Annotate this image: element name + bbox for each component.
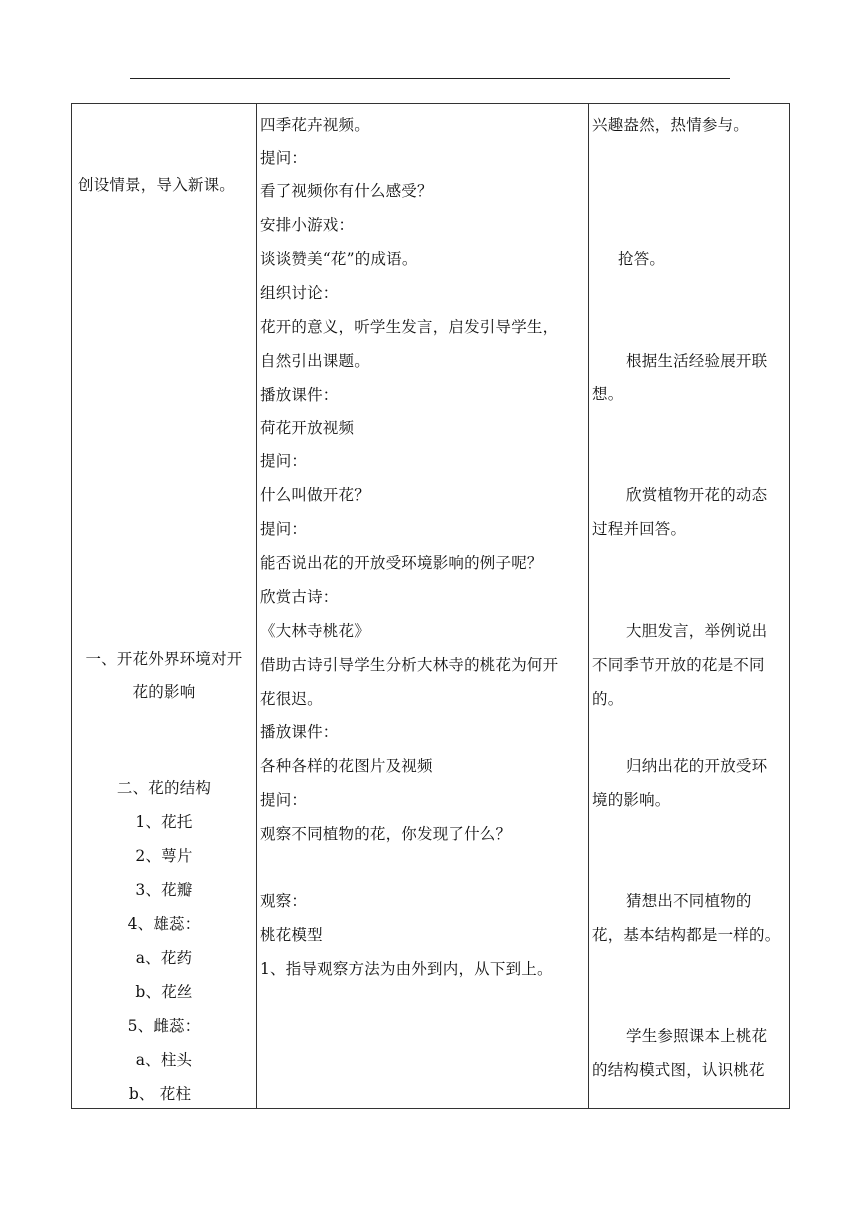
student-activity-line: 花，基本结构都是一样的。: [592, 926, 781, 944]
teacher-activity-line: 提问：: [260, 149, 308, 167]
student-activity-line: 想。: [592, 385, 624, 403]
student-activity-line: 根据生活经验展开联: [626, 352, 768, 370]
structure-item: a、柱头: [135, 1051, 193, 1069]
header-rule: [130, 78, 730, 79]
structure-item: 5、雌蕊：: [127, 1017, 201, 1035]
column-divider: [256, 104, 257, 1108]
teacher-activity-line: 提问：: [260, 520, 308, 538]
student-activity-line: 兴趣盎然，热情参与。: [592, 116, 750, 134]
section1-title-line1: 一、开花外界环境对开: [85, 650, 243, 668]
teacher-activity-line: 组织讨论：: [260, 284, 339, 302]
teacher-activity-line: 提问：: [260, 452, 308, 470]
teacher-activity-line: 花很迟。: [260, 690, 323, 708]
teacher-activity-line: 看了视频你有什么感受？: [260, 182, 433, 200]
student-activity-line: 境的影响。: [592, 791, 671, 809]
teacher-activity-line: 安排小游戏：: [260, 216, 355, 234]
student-activity-line: 猜想出不同植物的: [626, 892, 752, 910]
teacher-activity-line: 荷花开放视频: [260, 419, 355, 437]
student-activity-line: 欣赏植物开花的动态: [626, 486, 768, 504]
structure-item: b、 花柱: [128, 1085, 192, 1103]
student-activity-line: 不同季节开放的花是不同: [592, 656, 765, 674]
teacher-activity-line: 谈谈赞美“花”的成语。: [260, 250, 418, 268]
lesson-plan-table: [71, 103, 790, 1109]
teacher-activity-line: 观察不同植物的花，你发现了什么？: [260, 825, 512, 843]
structure-item: 4、雄蕊：: [127, 915, 201, 933]
structure-item: 3、花瓣: [135, 881, 193, 899]
column-divider: [588, 104, 589, 1108]
section1-title-line2: 花的影响: [132, 683, 196, 701]
structure-item: 1、花托: [135, 813, 193, 831]
teacher-activity-line: 播放课件：: [260, 386, 339, 404]
student-activity-line: 过程并回答。: [592, 520, 687, 538]
student-activity-line: 的。: [592, 690, 624, 708]
teacher-activity-line: 什么叫做开花？: [260, 486, 370, 504]
student-activity-line: 的结构模式图，认识桃花: [592, 1061, 765, 1079]
student-activity-line: 学生参照课本上桃花: [626, 1027, 768, 1045]
intro-label: 创设情景，导入新课。: [78, 176, 236, 194]
structure-item: b、花丝: [135, 983, 193, 1001]
teacher-activity-line: 观察：: [260, 892, 308, 910]
student-activity-line: 归纳出花的开放受环: [626, 757, 768, 775]
student-activity-line: 大胆发言，举例说出: [626, 622, 768, 640]
section2-title: 二、花的结构: [116, 779, 212, 797]
teacher-activity-line: 提问：: [260, 791, 308, 809]
teacher-activity-line: 四季花卉视频。: [260, 116, 370, 134]
structure-item: a、花药: [135, 949, 193, 967]
teacher-activity-line: 各种各样的花图片及视频: [260, 757, 433, 775]
teacher-activity-line: 桃花模型: [260, 926, 323, 944]
teacher-activity-line: 1、指导观察方法为由外到内，从下到上。: [260, 960, 553, 978]
teacher-activity-line: 欣赏古诗：: [260, 588, 339, 606]
teacher-activity-line: 自然引出课题。: [260, 352, 370, 370]
teacher-activity-line: 《大林寺桃花》: [260, 622, 370, 640]
teacher-activity-line: 能否说出花的开放受环境影响的例子呢？: [260, 554, 543, 572]
teacher-activity-line: 借助古诗引导学生分析大林寺的桃花为何开: [260, 656, 559, 674]
teacher-activity-line: 播放课件：: [260, 723, 339, 741]
structure-item: 2、萼片: [135, 847, 193, 865]
teacher-activity-line: 花开的意义，听学生发言，启发引导学生，: [260, 318, 559, 336]
student-activity-line: 抢答。: [618, 250, 666, 268]
